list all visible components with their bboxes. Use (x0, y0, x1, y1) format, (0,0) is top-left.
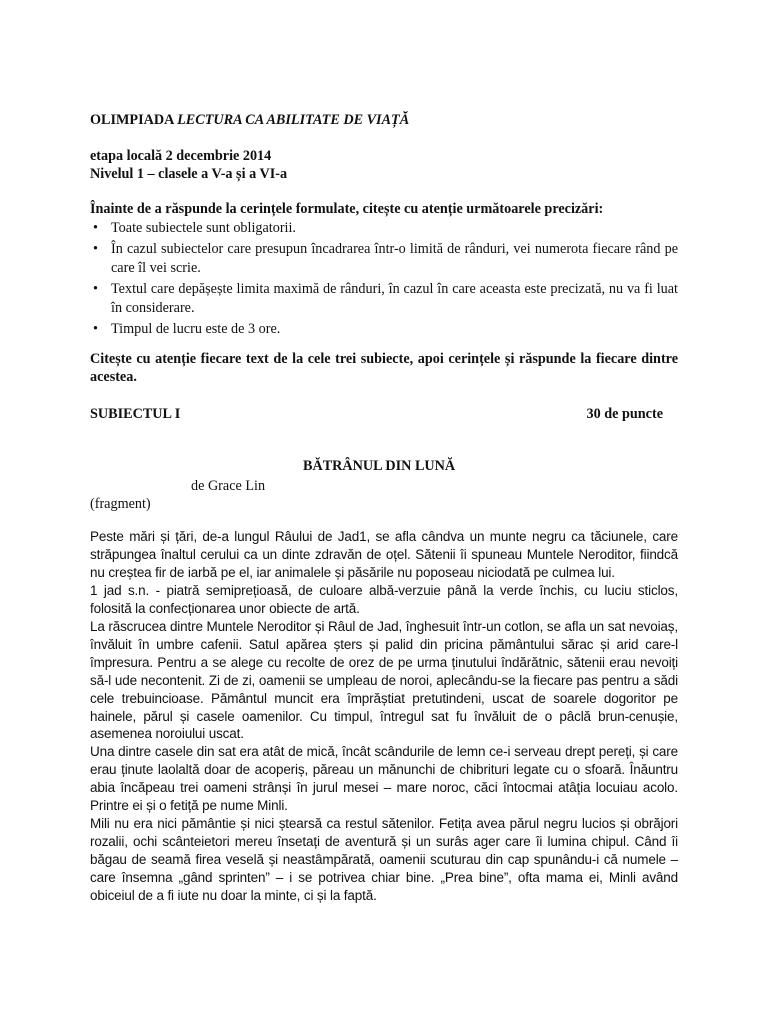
subject-points: 30 de puncte (586, 406, 663, 422)
read-carefully-instruction: Citește cu atenție fiecare text de la cele trei subiecte, apoi cerințele și răspunde la fiecare dintre acestea. (90, 351, 678, 385)
document-page (90, 0, 678, 1024)
story-paragraph: Una dintre casele din sat era atât de mică, încât scândurile de lemn ce-i serveau drept pereți, și care erau ținute laolaltă doar de acoperiș, păreau un mănunchi de chibrituri legate cu o sfoară. Înăuntru abia încăpeau trei oameni strânși în jurul mesei – mare noroc, căci întocmai atâția locuiau acolo. Printre ei și o fetiță pe nume Minli. (90, 744, 678, 814)
rule-text: Toate subiectele sunt obligatorii. (111, 220, 296, 236)
etapa-line: etapa locală 2 decembrie 2014 (90, 148, 272, 164)
rule-item (90, 280, 678, 319)
bullet-icon: • (93, 320, 98, 337)
story-title: BĂTRÂNUL DIN LUNĂ (303, 458, 456, 474)
bullet-icon: • (93, 240, 98, 257)
instructions-intro: Înainte de a răspunde la cerințele formulate, citește cu atenție următoarele precizări: (90, 201, 604, 217)
rule-item (90, 240, 678, 279)
nivel-line: Nivelul 1 – clasele a V-a și a VI-a (90, 166, 288, 182)
olimpiada-title (90, 112, 409, 129)
olimpiada-prefix: OLIMPIADA (90, 112, 178, 128)
footnote-paragraph: 1 jad s.n. - piatră semiprețioasă, de culoare albă-verzuie până la verde închis, cu luciu sticlos, folosită la confecționarea unor obiecte de artă. (90, 582, 678, 616)
rule-text: Textul care depășește limita maximă de rânduri, în cazul în care aceasta este precizată, nu va fi luat în considerare. (111, 280, 678, 316)
story-author: de Grace Lin (191, 478, 266, 494)
rule-text: În cazul subiectelor care presupun încadrarea într-o limită de rânduri, vei numerota fiecare rând pe care îl vei scrie. (111, 240, 678, 276)
rule-item (90, 219, 678, 239)
rule-item (90, 320, 678, 340)
story-body (90, 528, 678, 905)
story-paragraph: La răscrucea dintre Muntele Neroditor și Râul de Jad, înghesuit într-un cotlon, se afla un sat nevoiaș, învăluit în umbre cafenii. Satul apărea șters și palid din pricina pământului sărac și arid care-l împresura. Pentru a se alege cu recolte de orez de pe urma ținutului îndărătnic, sătenii erau nevoiți să-l ude necontenit. Zi de zi, oamenii se umpleau de noroi, aplecându-se la fiecare pas pentru a sădi cele trebuincioase. Pământul muncit era împrăștiat pretutindeni, uscat de soarele dogoritor pe hainele, părul și casele oamenilor. Cu timpul, întregul sat fu învăluit de o pâclă brun-cenușie, asemenea noroiului uscat. (90, 618, 678, 742)
story-paragraph: Mili nu era nici pământie și nici ștearsă ca restul sătenilor. Fetița avea părul negru lucios și obrăjori rozalii, ochi scânteietori mereu însetați de aventură și un surâs ager care îi lumina chipul. Când îi băgau de seamă firea veselă și neastâmpărată, oamenii scuturau din cap spunându-i că numele – care însemna „gând sprinten” – i se potrivea chiar bine. „Prea bine”, ofta mama ei, Minli având obiceiul de a fi iute nu doar la minte, ci și la faptă. (90, 816, 678, 904)
olimpiada-name: LECTURA CA ABILITATE DE VIAȚĂ (177, 112, 410, 128)
fragment-note: (fragment) (90, 496, 151, 512)
rule-text: Timpul de lucru este de 3 ore. (111, 320, 281, 337)
subject-header (90, 406, 663, 423)
rules-list (90, 219, 678, 340)
bullet-icon: • (93, 220, 98, 236)
subject-label: SUBIECTUL I (90, 406, 181, 422)
bullet-icon: • (93, 280, 98, 297)
story-paragraph: Peste mări și țări, de-a lungul Râului de Jad1, se afla cândva un munte negru ca tăciunele, care străpungea înaltul cerului ca un dinte zdravăn de oțel. Sătenii îi spuneau Muntele Neroditor, fiindcă nu creștea fir de iarbă pe el, iar animalele și păsările nu poposeau niciodată pe culmea lui. (90, 529, 678, 580)
